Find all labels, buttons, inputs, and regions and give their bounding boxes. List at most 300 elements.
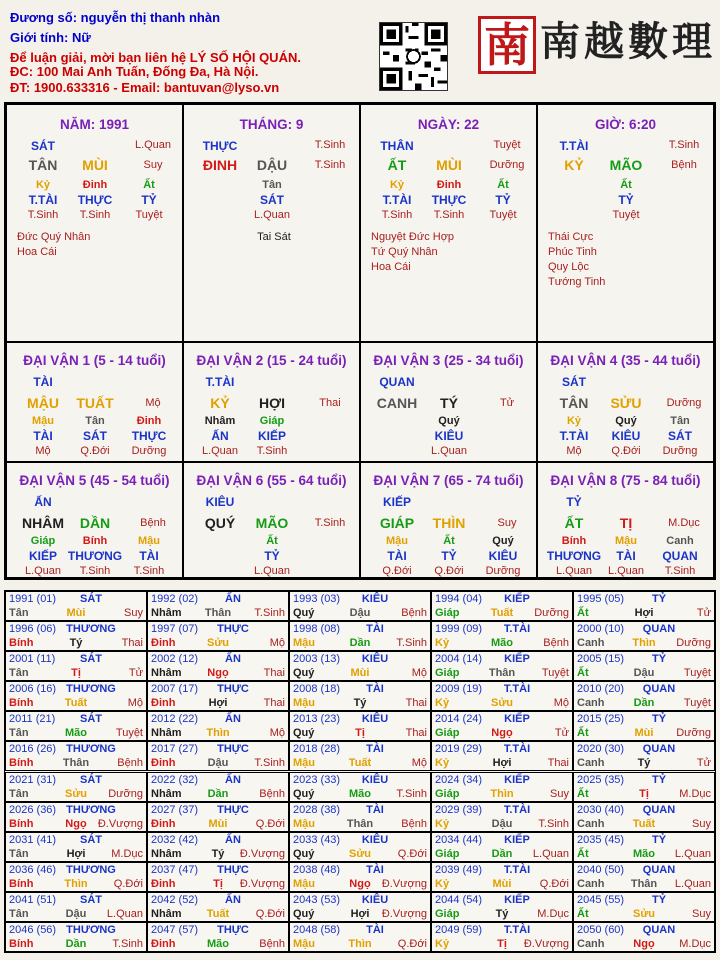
hidden-phase: Dưỡng [662, 445, 698, 457]
hidden-god: SÁT [668, 429, 692, 443]
year-branch: Mão [633, 847, 655, 860]
pillar-star: Quy Lộc [548, 261, 589, 273]
year-god: THỰC [217, 923, 249, 936]
year-cell [5, 802, 147, 832]
pillar-branch: MÙI [436, 157, 462, 173]
year-god: QUAN [642, 803, 676, 816]
hidden-phase: Tuyệt [612, 209, 640, 221]
year-cell [573, 621, 715, 651]
hidden-phase: T.Sinh [381, 209, 413, 221]
hidden-god: TÀI [387, 549, 407, 563]
year-branch: Thân [62, 757, 90, 770]
year-stem: Đinh [151, 937, 176, 950]
year-phase: Suy [692, 907, 711, 920]
year-phase: Q.Đới [255, 907, 285, 920]
year-god: SÁT [80, 653, 102, 666]
year-branch: Tuất [632, 817, 656, 830]
year-stem: Quý [293, 667, 315, 680]
year-branch: Tuất [206, 907, 230, 920]
year-god: T.TÀI [503, 683, 531, 696]
year-label: 2031 (41) [9, 833, 57, 846]
year-cell [5, 621, 147, 651]
hidden-god: QUAN [662, 549, 698, 563]
year-god: SÁT [80, 773, 102, 786]
year-phase: Dưỡng [676, 727, 711, 740]
year-god: SÁT [80, 833, 102, 846]
year-phase: Mộ [411, 667, 427, 680]
year-branch: Hợi [634, 607, 654, 620]
year-phase: Đ.Vượng [523, 937, 569, 950]
pillar-stem: ĐINH [202, 157, 238, 173]
year-god: THỰC [217, 683, 249, 696]
year-label: 1997 (07) [151, 623, 199, 636]
year-phase: Tuyệt [115, 727, 143, 740]
dai-van-god: KIẾP [382, 495, 412, 509]
pillar-top-phase: T.Sinh [668, 139, 700, 151]
year-god: T.TÀI [503, 743, 531, 756]
dai-van-title: ĐẠI VẬN 1 (5 - 14 tuổi) [23, 353, 166, 368]
year-phase: T.Sinh [254, 757, 285, 770]
year-phase: Mộ [553, 697, 569, 710]
year-label: 2042 (52) [151, 893, 199, 906]
year-label: 2040 (50) [577, 863, 625, 876]
year-god: TÀI [366, 623, 384, 636]
dai-van-branch: TÝ [440, 395, 458, 411]
year-cell [431, 741, 573, 771]
year-phase: T.Sinh [254, 607, 285, 620]
year-god: TỶ [651, 833, 667, 846]
year-cell [573, 741, 715, 771]
year-cell [573, 832, 715, 862]
year-phase: Q.Đới [397, 937, 427, 950]
year-cell [5, 591, 147, 621]
hidden-phase: Dưỡng [485, 565, 521, 577]
year-phase: Q.Đới [255, 817, 285, 830]
hidden-stem: Ất [443, 535, 455, 547]
pillar-branch: DẬU [256, 157, 288, 173]
year-stem: Đinh [151, 757, 176, 770]
year-branch: Hợi [208, 697, 228, 710]
hidden-god: THƯƠNG [67, 549, 123, 563]
year-phase: M.Dục [537, 907, 569, 920]
pillar-star: Hoa Cái [17, 246, 57, 258]
hidden-phase: T.Sinh [79, 565, 111, 577]
year-god: ẤN [225, 713, 241, 726]
dai-van-phase: M.Dục [668, 517, 700, 529]
hidden-phase: T.Sinh [79, 209, 111, 221]
year-label: 2016 (26) [9, 743, 57, 756]
year-god: KIẾP [504, 593, 530, 605]
year-phase: Tử [696, 607, 711, 620]
year-stem: Nhâm [151, 727, 182, 740]
pillar-branch: MÃO [609, 157, 643, 173]
year-label: 2050 (60) [577, 923, 625, 936]
pillar-value: 9 [295, 117, 304, 132]
year-phase: Mộ [269, 727, 285, 740]
year-label: 2001 (11) [9, 653, 56, 666]
pillar-star: Nguyệt Đức Hợp [371, 231, 455, 243]
hidden-phase: L.Quan [253, 209, 291, 221]
hidden-god: TỶ [618, 193, 634, 207]
year-label: 2029 (39) [435, 803, 483, 816]
year-god: TÀI [366, 803, 384, 816]
year-cell [147, 862, 289, 892]
phone-email-line: ĐT: 1900.633316 - Email: bantuvan@lyso.vn [10, 80, 280, 95]
year-stem: Ất [577, 727, 589, 740]
year-god: SÁT [80, 713, 102, 726]
year-phase: Bệnh [259, 937, 285, 950]
year-god: KIÊU [361, 833, 389, 846]
year-stem: Giáp [435, 787, 460, 800]
year-cell [289, 681, 431, 711]
year-phase: Q.Đới [113, 877, 143, 890]
dai-van-cell [6, 462, 183, 578]
pillar-title [184, 117, 359, 132]
year-label: 2026 (36) [9, 803, 57, 816]
year-label: 2019 (29) [435, 743, 483, 756]
year-label: 2035 (45) [577, 833, 625, 846]
year-god: T.TÀI [503, 803, 531, 816]
year-stem: Tân [9, 667, 29, 680]
year-god: TỶ [651, 653, 667, 666]
year-stem: Đinh [151, 877, 176, 890]
year-stem: Tân [9, 787, 29, 800]
year-phase: Mộ [127, 697, 143, 710]
year-branch: Mão [65, 727, 87, 740]
year-god: THỰC [217, 803, 249, 816]
year-branch: Tị [71, 667, 81, 680]
year-stem: Kỷ [435, 637, 450, 650]
hidden-stem: Mậu [615, 535, 637, 547]
hidden-god: T.TÀI [28, 193, 58, 207]
year-phase: Tuyệt [683, 667, 711, 680]
hidden-stem: Đinh [436, 179, 462, 191]
pillar-star: Tướng Tinh [548, 276, 606, 288]
year-cell [431, 862, 573, 892]
hidden-god: TÀI [616, 549, 636, 563]
year-phase: T.Sinh [538, 817, 569, 830]
year-label: 2043 (53) [293, 893, 341, 906]
year-cell [5, 651, 147, 681]
natal-chart [4, 102, 716, 580]
hidden-stem: Bính [561, 535, 587, 547]
year-branch: Tý [495, 907, 509, 920]
year-stem: Quý [293, 787, 315, 800]
hidden-phase: L.Quan [607, 565, 645, 577]
hidden-god: KIÊU [434, 429, 464, 443]
pillar-star: Phúc Tinh [548, 246, 597, 258]
hidden-stem: Ất [266, 535, 278, 547]
pillar-top-phase: Tuyệt [493, 139, 521, 151]
year-stem: Canh [577, 937, 605, 950]
year-label: 2018 (28) [293, 743, 341, 756]
year-god: TÀI [366, 743, 384, 756]
year-cell [431, 711, 573, 741]
year-cell [431, 802, 573, 832]
year-stem: Đinh [151, 697, 176, 710]
year-cell [147, 892, 289, 922]
year-god: QUAN [642, 623, 676, 636]
year-god: TỶ [651, 893, 667, 906]
year-cell [5, 681, 147, 711]
year-branch: Hợi [66, 847, 86, 860]
year-phase: Đ.Vượng [381, 907, 427, 920]
year-god: KIÊU [361, 893, 389, 906]
qr-code-icon [379, 22, 448, 91]
dai-van-phase: Thai [319, 397, 341, 409]
year-god: THƯƠNG [66, 863, 116, 876]
year-cell [573, 862, 715, 892]
year-branch: Tý [211, 847, 225, 860]
year-phase: T.Sinh [112, 937, 143, 950]
year-cell [147, 591, 289, 621]
year-label: 2021 (31) [9, 773, 57, 786]
hidden-god: KIÊU [488, 549, 518, 563]
pillar-star: Tứ Quý Nhân [371, 246, 438, 258]
hidden-stem: Kỷ [35, 179, 51, 191]
year-phase: Thai [263, 697, 285, 710]
dai-van-branch: DẦN [79, 515, 111, 531]
year-branch: Dậu [65, 907, 87, 920]
year-stem: Bính [9, 817, 34, 830]
year-god: ẤN [225, 653, 241, 666]
year-branch: Ngọ [65, 817, 87, 830]
hidden-phase: Tuyệt [135, 209, 163, 221]
year-cell [147, 741, 289, 771]
hidden-phase: L.Quan [430, 445, 468, 457]
year-label: 2012 (22) [151, 713, 199, 726]
year-branch: Thân [346, 817, 374, 830]
hidden-god: SÁT [83, 429, 107, 443]
hidden-phase: Q.Đới [80, 445, 110, 457]
hidden-phase: L.Quan [24, 565, 62, 577]
dai-van-phase: Bệnh [140, 517, 166, 529]
dai-van-stem: GIÁP [379, 515, 415, 531]
year-label: 2036 (46) [9, 863, 57, 876]
year-stem: Nhâm [151, 667, 182, 680]
dai-van-god: QUAN [379, 375, 415, 389]
year-cell [289, 892, 431, 922]
dai-van-branch: HỢI [259, 395, 285, 411]
pillar-cell [183, 104, 360, 342]
year-stem: Ất [577, 907, 589, 920]
year-cell [573, 651, 715, 681]
year-label: 1995 (05) [577, 593, 625, 605]
year-label: 2000 (10) [577, 623, 625, 636]
year-label: 2004 (14) [435, 653, 483, 666]
year-stem: Giáp [435, 847, 460, 860]
year-label: 2015 (25) [577, 713, 625, 726]
dai-van-stem: NHÂM [22, 515, 64, 531]
year-stem: Canh [577, 697, 605, 710]
dai-van-branch: SỬU [610, 395, 642, 411]
year-god: THƯƠNG [66, 923, 116, 936]
dai-van-title: ĐẠI VẬN 6 (55 - 64 tuổi) [196, 473, 347, 488]
pillar-phase: T.Sinh [314, 159, 346, 171]
pillar-cell [6, 104, 183, 342]
year-stem: Canh [577, 817, 605, 830]
dai-van-title: ĐẠI VẬN 8 (75 - 84 tuổi) [550, 473, 701, 488]
year-cell [147, 802, 289, 832]
year-stem: Quý [293, 907, 315, 920]
year-label: 2046 (56) [9, 923, 57, 936]
year-stem: Mậu [293, 637, 315, 650]
hidden-stem: Kỷ [566, 415, 582, 427]
dai-van-title: ĐẠI VẬN 7 (65 - 74 tuổi) [373, 473, 524, 488]
pillar-top-phase: L.Quan [134, 139, 172, 151]
hidden-god: KIẾP [257, 429, 287, 443]
year-stem: Ất [577, 787, 589, 800]
hidden-stem: Kỷ [389, 179, 405, 191]
year-branch: Tý [637, 757, 651, 770]
owner-line: Đương số: nguyễn thị thanh nhàn [10, 10, 221, 25]
dai-van-stem: TÂN [559, 395, 589, 411]
year-phase: Thai [405, 697, 427, 710]
year-branch: Sửu [632, 907, 656, 920]
year-god: TÀI [366, 683, 384, 696]
year-branch: Dần [207, 787, 229, 800]
hidden-stem: Tân [670, 415, 690, 427]
hidden-stem: Giáp [259, 415, 285, 427]
hidden-god: KIẾP [28, 549, 58, 563]
pillar-label: NGÀY: [417, 117, 461, 132]
dai-van-god: TỶ [566, 495, 582, 509]
brand-logo: 南越數理 [540, 18, 716, 65]
hidden-god: TÀI [139, 549, 159, 563]
hidden-phase: L.Quan [201, 445, 239, 457]
year-phase: Đ.Vượng [239, 847, 285, 860]
year-label: 2039 (49) [435, 863, 483, 876]
dai-van-stem: KỶ [210, 395, 230, 411]
year-cell [289, 832, 431, 862]
year-stem: Bính [9, 757, 34, 770]
pillar-star: Tai Sát [257, 231, 291, 243]
year-cell [431, 621, 573, 651]
year-branch: Thìn [206, 727, 230, 740]
year-cell [289, 802, 431, 832]
year-phase: Tử [128, 667, 143, 680]
hidden-god: TỶ [441, 549, 457, 563]
year-label: 1991 (01) [9, 593, 57, 605]
pillar-cell [360, 104, 537, 342]
year-branch: Mão [349, 787, 371, 800]
pillar-title [7, 117, 182, 132]
year-label: 1998 (08) [293, 623, 341, 636]
year-stem: Tân [9, 847, 29, 860]
year-cell [289, 922, 431, 952]
year-stem: Kỷ [435, 697, 450, 710]
year-branch: Dần [349, 637, 371, 650]
year-god: THƯƠNG [66, 743, 116, 756]
dai-van-stem: QUÝ [204, 515, 236, 531]
year-branch: Dần [633, 697, 655, 710]
hidden-god: ẤN [211, 429, 229, 443]
year-god: TỶ [651, 773, 667, 786]
year-cell [431, 922, 573, 952]
year-god: SÁT [80, 593, 102, 605]
hidden-phase: T.Sinh [27, 209, 59, 221]
year-god: ẤN [225, 773, 241, 786]
year-god: KIÊU [361, 713, 389, 726]
dai-van-cell [360, 462, 537, 578]
hidden-stem: Bính [82, 535, 108, 547]
year-branch: Sửu [64, 787, 88, 800]
year-cell [5, 772, 147, 802]
year-cell [573, 922, 715, 952]
year-stem: Giáp [435, 607, 460, 620]
year-cell [573, 772, 715, 802]
pillar-star: Thái Cực [548, 231, 594, 243]
year-label: 2028 (38) [293, 803, 341, 816]
dai-van-god: ẤN [34, 495, 52, 509]
year-god: ẤN [225, 893, 241, 906]
hidden-stem: Quý [615, 415, 637, 427]
year-branch: Sửu [348, 847, 372, 860]
dai-van-cell [537, 342, 714, 462]
hidden-god: T.TÀI [382, 193, 412, 207]
pillar-value: 6:20 [629, 117, 657, 132]
year-phase: Dưỡng [534, 607, 569, 620]
year-label: 1994 (04) [435, 593, 483, 605]
gender-line: Giới tính: Nữ [10, 30, 91, 45]
year-cell [431, 772, 573, 802]
dai-van-branch: MÃO [255, 515, 289, 531]
year-label: 2034 (44) [435, 833, 483, 846]
pillar-god: T.TÀI [559, 139, 589, 153]
year-label: 2013 (23) [293, 713, 341, 726]
year-god: THƯƠNG [66, 623, 116, 636]
year-stem: Tân [9, 727, 29, 740]
year-stem: Tân [9, 907, 29, 920]
dai-van-branch: THÌN [432, 515, 466, 531]
year-branch: Mùi [492, 877, 512, 890]
year-stem: Giáp [435, 907, 460, 920]
year-label: 2008 (18) [293, 683, 341, 696]
year-cell [5, 862, 147, 892]
year-phase: Dưỡng [108, 787, 143, 800]
hidden-god: THƯƠNG [546, 549, 602, 563]
year-branch: Tuất [348, 757, 372, 770]
year-stem: Nhâm [151, 847, 182, 860]
year-phase: Mộ [269, 637, 285, 650]
year-phase: Tử [696, 757, 711, 770]
year-phase: Suy [692, 817, 711, 830]
year-stem: Bính [9, 637, 34, 650]
year-phase: Thai [547, 757, 569, 770]
dai-van-phase: Mộ [145, 397, 161, 409]
year-phase: Thai [263, 667, 285, 680]
pillar-top-phase: T.Sinh [314, 139, 346, 151]
year-branch: Mùi [634, 727, 654, 740]
year-branch: Thân [630, 877, 658, 890]
pillar-cell [537, 104, 714, 342]
year-cell [431, 651, 573, 681]
pillar-god: SÁT [31, 139, 55, 153]
year-stem: Mậu [293, 697, 315, 710]
hidden-phase: T.Sinh [133, 565, 165, 577]
year-cell [5, 832, 147, 862]
pillar-label: NĂM: [59, 117, 96, 132]
year-label: 2032 (42) [151, 833, 199, 846]
year-stem: Ất [577, 607, 589, 620]
year-label: 2017 (27) [151, 743, 199, 756]
year-branch: Sửu [490, 697, 514, 710]
year-cell [573, 802, 715, 832]
year-phase: Suy [550, 787, 569, 800]
pillar-phase: Suy [143, 159, 163, 171]
year-label: 1993 (03) [293, 593, 341, 605]
year-cell [5, 741, 147, 771]
